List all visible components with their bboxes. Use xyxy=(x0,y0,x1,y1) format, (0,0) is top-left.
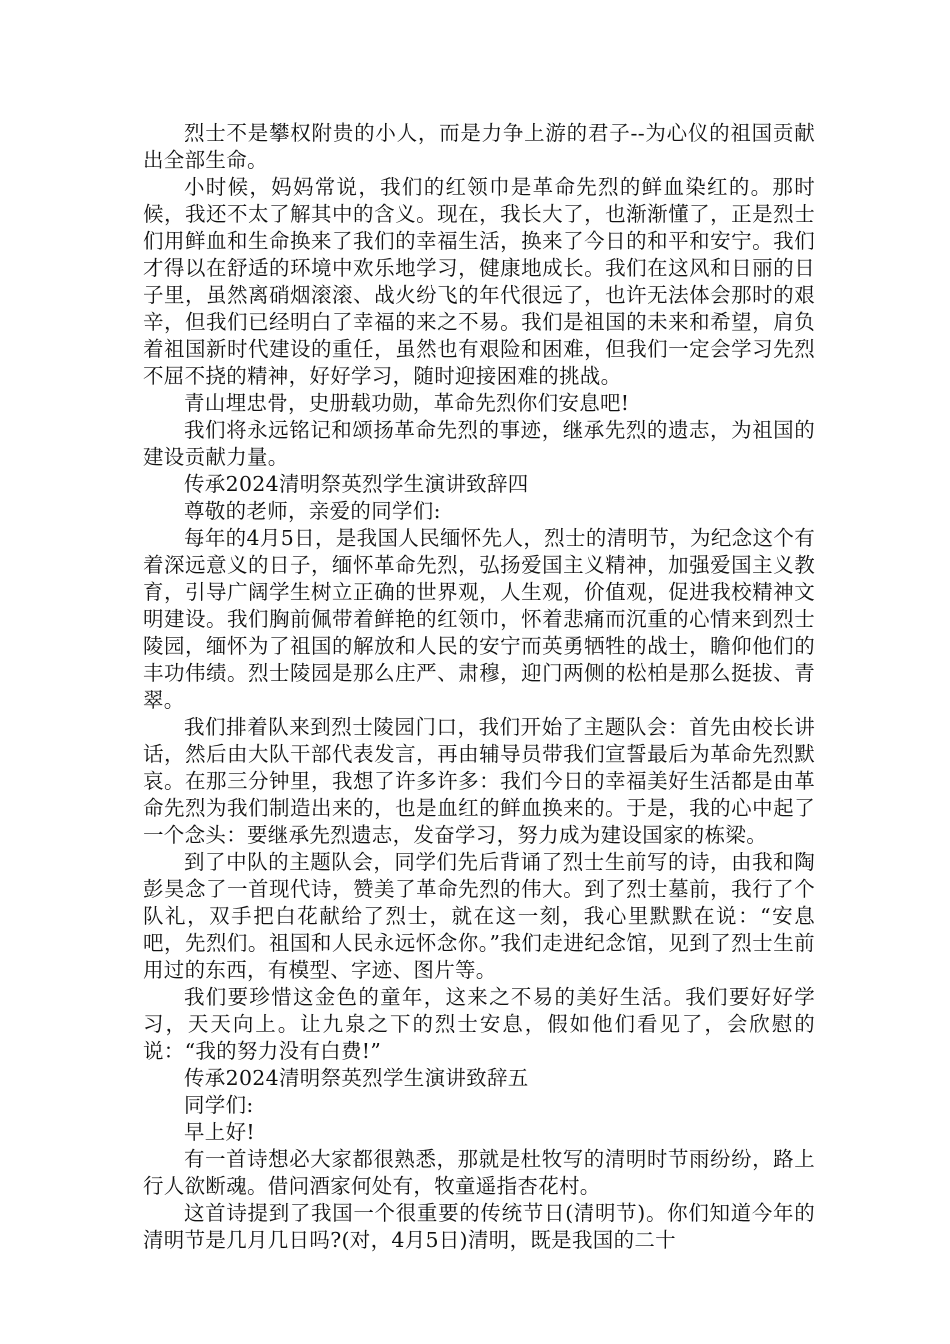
paragraph: 这首诗提到了我国一个很重要的传统节日(清明节)。你们知道今年的清明节是几月几日吗?(对，4月5日)清明，既是我国的二十 xyxy=(143,1201,815,1252)
paragraph: 我们将永远铭记和颂扬革命先烈的事迹，继承先烈的遗志，为祖国的建设贡献力量。 xyxy=(143,418,815,469)
paragraph: 我们要珍惜这金色的童年，这来之不易的美好生活。我们要好好学习，天天向上。让九泉之下的烈士安息，假如他们看见了，会欣慰的说：“我的努力没有白费!” xyxy=(143,985,815,1063)
paragraph: 烈士不是攀权附贵的小人，而是力争上游的君子--为心仪的祖国贡献出全部生命。 xyxy=(143,121,815,172)
paragraph: 青山埋忠骨，史册载功勋，革命先烈你们安息吧! xyxy=(184,391,630,415)
salutation: 同学们: xyxy=(184,1093,254,1117)
paragraph: 有一首诗想必大家都很熟悉，那就是杜牧写的清明时节雨纷纷，路上行人欲断魂。借问酒家何处有，牧童遥指杏花村。 xyxy=(143,1147,815,1198)
section-heading: 传承2024清明祭英烈学生演讲致辞四 xyxy=(184,472,529,496)
salutation: 尊敬的老师，亲爱的同学们: xyxy=(184,499,441,523)
paragraph: 我们排着队来到烈士陵园门口，我们开始了主题队会：首先由校长讲话，然后由大队干部代表发言，再由辅导员带我们宣誓最后为革命先烈默哀。在那三分钟里，我想了许多许多：我们今日的幸福美好生活都是由革命先烈为我们制造出来的，也是血红的鲜血换来的。于是，我的心中起了一个念头：要继承先烈遗志，发奋学习，努力成为建设国家的栋梁。 xyxy=(143,715,815,847)
paragraph: 小时候，妈妈常说，我们的红领巾是革命先烈的鲜血染红的。那时候，我还不太了解其中的含义。现在，我长大了，也渐渐懂了，正是烈士们用鲜血和生命换来了我们的幸福生活，换来了今日的和平和安宁。我们才得以在舒适的环境中欢乐地学习，健康地成长。我们在这风和日丽的日子里，虽然离硝烟滚滚、战火纷飞的年代很远了，也许无法体会那时的艰辛，但我们已经明白了幸福的来之不易。我们是祖国的未来和希望，肩负着祖国新时代建设的重任，虽然也有艰险和困难，但我们一定会学习先烈不屈不挠的精神，好好学习，随时迎接困难的挑战。 xyxy=(143,175,815,388)
paragraph: 每年的4月5日，是我国人民缅怀先人，烈士的清明节，为纪念这个有着深远意义的日子，缅怀革命先烈，弘扬爱国主义精神，加强爱国主义教育，引导广阔学生树立正确的世界观，人生观，价值观，促进我校精神文明建设。我们胸前佩带着鲜艳的红领巾，怀着悲痛而沉重的心情来到烈士陵园，缅怀为了祖国的解放和人民的安宁而英勇牺牲的战士，瞻仰他们的丰功伟绩。烈士陵园是那么庄严、肃穆，迎门两侧的松柏是那么挺拔、青翠。 xyxy=(143,526,815,712)
document-page xyxy=(143,120,815,1254)
greeting: 早上好! xyxy=(184,1120,255,1144)
paragraph: 到了中队的主题队会，同学们先后背诵了烈士生前写的诗，由我和陶彭昊念了一首现代诗，赞美了革命先烈的伟大。到了烈士墓前，我行了个队礼，双手把白花献给了烈士，就在这一刻，我心里默默在说：“安息吧，先烈们。祖国和人民永远怀念你。”我们走进纪念馆，见到了烈士生前用过的东西，有模型、字迹、图片等。 xyxy=(143,850,815,982)
section-heading: 传承2024清明祭英烈学生演讲致辞五 xyxy=(184,1066,529,1090)
